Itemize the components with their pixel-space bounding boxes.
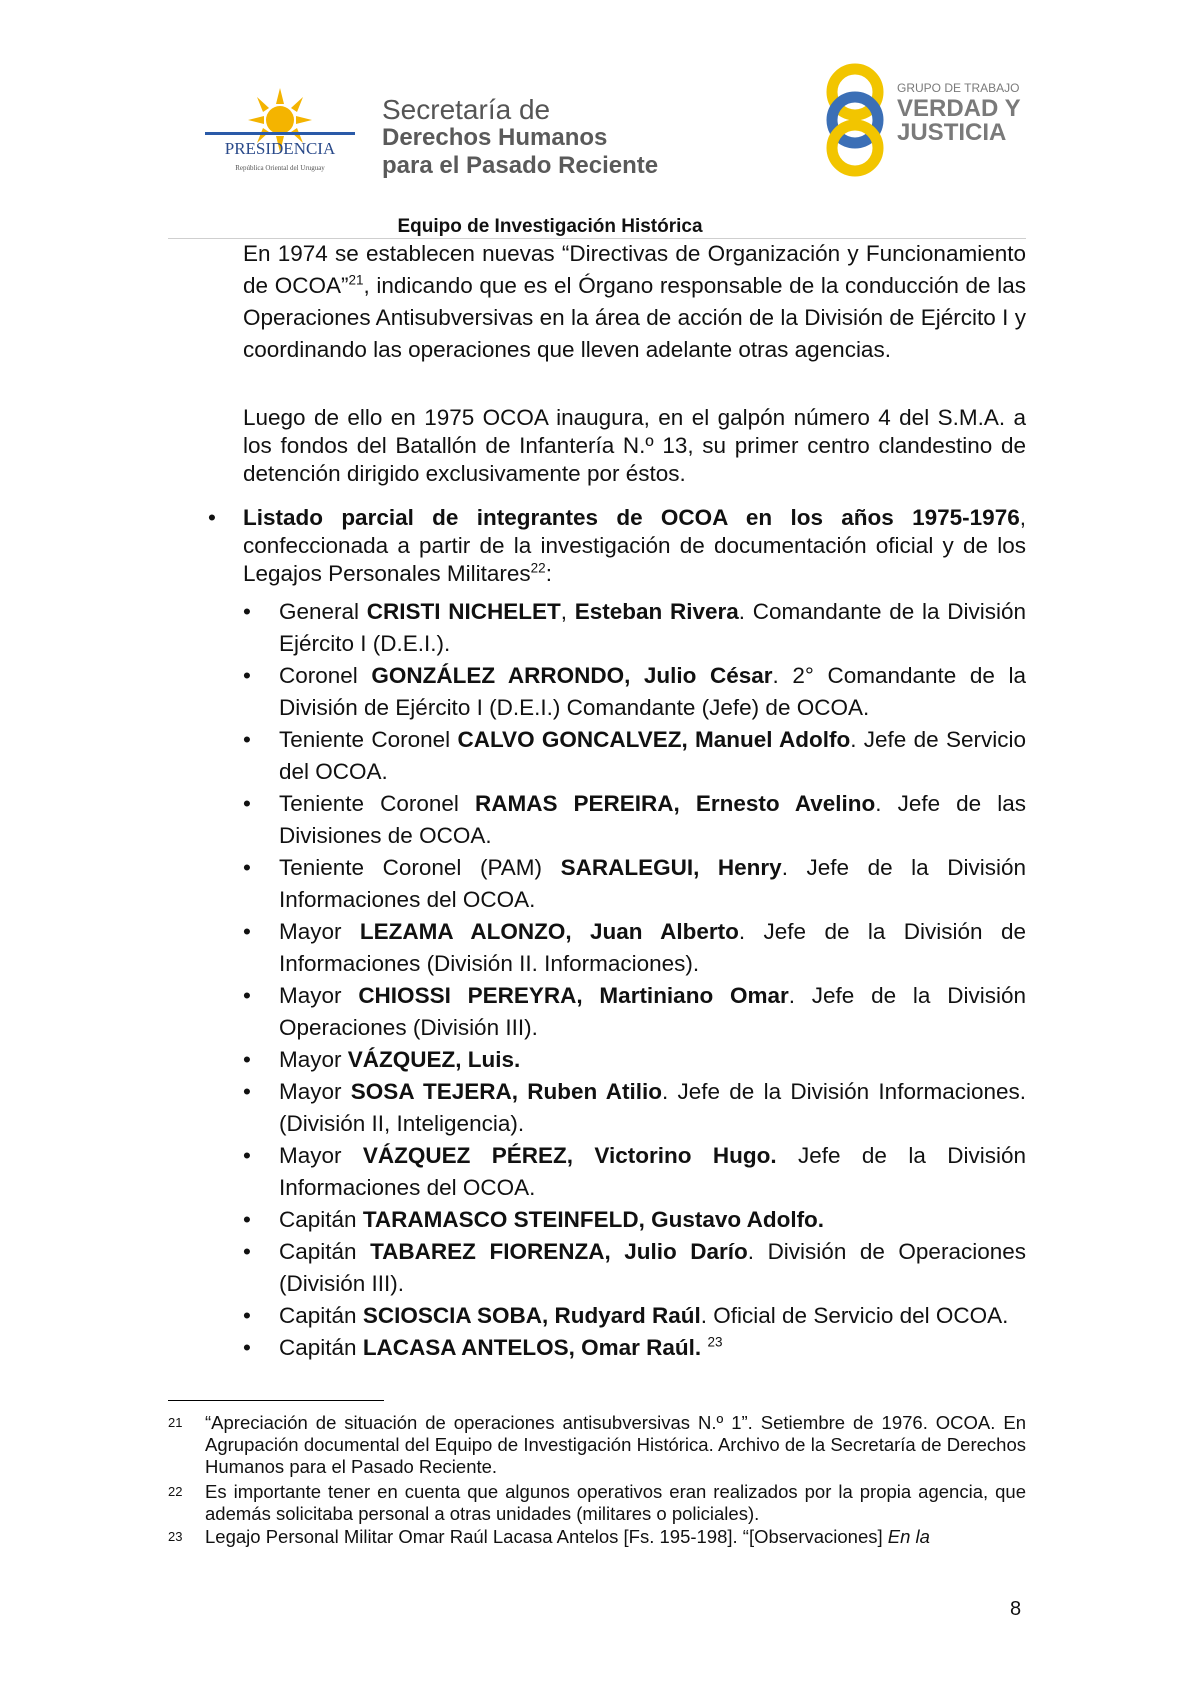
- officer-name: CHIOSSI PEREYRA, Martiniano Omar: [358, 983, 789, 1008]
- secretaria-line2: Derechos Humanos: [382, 124, 608, 151]
- footnote-text: “Apreciación de situación de operaciones antisubversivas N.º 1”. Setiembre de 1976. OCOA. En Agrupación documental del Equipo de Investigación Histórica. Archivo de la Secretaría de Derechos Humanos para el Pasado Reciente.: [205, 1412, 1026, 1477]
- header-subtitle: Equipo de Investigación Histórica: [397, 216, 703, 237]
- list-item: [243, 980, 1026, 1044]
- officer-entry: [279, 1236, 1026, 1300]
- vyj-line2: VERDAD Y: [897, 95, 1021, 122]
- presidencia-logo: [205, 88, 355, 178]
- officer-entry: [279, 1300, 1026, 1332]
- list-intro-bold: Listado parcial de integrantes de OCOA en los años 1975-1976: [243, 505, 1020, 530]
- bullet: •: [243, 599, 251, 624]
- officer-description: . Comandante de la División Ejército I (D.E.I.).: [279, 599, 1026, 656]
- officer-rank: Mayor: [279, 1079, 351, 1104]
- bullet: •: [243, 983, 251, 1008]
- officer-rank: Coronel: [279, 663, 372, 688]
- list-item: [243, 1044, 1026, 1076]
- list-item: [243, 1300, 1026, 1332]
- officer-rank: Teniente Coronel: [279, 727, 458, 752]
- officer-rank: Mayor: [279, 1047, 348, 1072]
- list-item: [243, 596, 1026, 660]
- officer-name: CALVO GONCALVEZ, Manuel Adolfo: [457, 727, 851, 752]
- officer-rank: Capitán: [279, 1239, 371, 1264]
- list-intro-text: , confeccionada a partir de la investigación de documentación oficial y de los Legajos Personales Militares: [243, 505, 1026, 586]
- officer-description: . 2° Comandante de la División de Ejército I (D.E.I.) Comandante (Jefe) de OCOA.: [279, 663, 1026, 720]
- vyj-line1: GRUPO DE TRABAJO: [897, 81, 1020, 95]
- officer-rank: Capitán: [279, 1207, 363, 1232]
- paragraph-text: En 1974 se establecen nuevas “Directivas de Organización y Funcionamiento de OCOA”: [243, 241, 1026, 298]
- list-item: [243, 1332, 1026, 1364]
- list-item: [243, 1204, 1026, 1236]
- officer-rank: Capitán: [279, 1303, 363, 1328]
- officer-name: VÁZQUEZ, Luis.: [347, 1047, 521, 1072]
- officer-entry: [279, 1204, 1026, 1236]
- footnote-23: [168, 1526, 1026, 1548]
- bullet: •: [243, 1335, 251, 1360]
- officer-name: SCIOSCIA SOBA, Rudyard Raúl: [362, 1303, 701, 1328]
- list-intro-item: [208, 504, 1026, 588]
- officer-name: GONZÁLEZ ARRONDO, Julio César: [371, 663, 773, 688]
- officer-name: SOSA TEJERA, Ruben Atilio: [350, 1079, 662, 1104]
- bullet: •: [243, 919, 251, 944]
- bullet: •: [243, 1207, 251, 1232]
- bullet: •: [243, 663, 251, 688]
- presidencia-logo-text: PRESIDENCIA: [224, 139, 336, 158]
- paragraph-galpon: Luego de ello en 1975 OCOA inaugura, en el galpón número 4 del S.M.A. a los fondos del Batallón de Infantería N.º 13, su primer centro clandestino de detención dirigido exclusivamente por éstos.: [243, 405, 1026, 486]
- footnote-number: 22: [168, 1484, 183, 1499]
- vyj-line3: JUSTICIA: [897, 119, 1007, 146]
- officer-entry: [279, 916, 1026, 980]
- officer-description: . Jefe de las Divisiones de OCOA.: [279, 791, 1026, 848]
- page-number: 8: [1010, 1598, 1022, 1620]
- bullet: •: [243, 1143, 251, 1168]
- list-item: [243, 916, 1026, 980]
- list-item: [243, 852, 1026, 916]
- footnote-21: [168, 1412, 1026, 1478]
- bullet: •: [243, 1303, 251, 1328]
- presidencia-logo-subtext: República Oriental del Uruguay: [235, 164, 325, 172]
- officer-entry: [279, 1044, 1026, 1076]
- officer-entry: [279, 1140, 1026, 1204]
- officer-name: LEZAMA ALONZO, Juan Alberto: [359, 919, 739, 944]
- officer-description: . Oficial de Servicio del OCOA.: [700, 1303, 1009, 1328]
- officers-list: [243, 596, 1026, 1364]
- officer-entry: [279, 980, 1026, 1044]
- officer-rank: Teniente Coronel: [279, 791, 475, 816]
- officer-name: RAMAS PEREIRA, Ernesto Avelino: [474, 791, 876, 816]
- footnote-text: Es importante tener en cuenta que algunos operativos eran realizados por la propia agencia, que además solicitaba personal a otras unidades (militares o policiales).: [205, 1481, 1026, 1524]
- bullet: •: [243, 1079, 251, 1104]
- officer-description: . Jefe de Servicio del OCOA.: [279, 727, 1026, 784]
- footnote-ref-23[interactable]: 23: [707, 1334, 723, 1350]
- secretaria-title: [382, 96, 702, 180]
- footnote-separator: [168, 1400, 384, 1401]
- officer-description: . División de Operaciones (División III).: [279, 1239, 1026, 1296]
- officer-description: . Jefe de la División Operaciones (División III).: [279, 983, 1026, 1040]
- officer-entry: [279, 788, 1026, 852]
- list-item: [243, 660, 1026, 724]
- officer-entry: [279, 852, 1026, 916]
- officer-entry: [279, 596, 1026, 660]
- list-item: [243, 1236, 1026, 1300]
- footnote-text: [205, 1526, 1026, 1548]
- officer-rank: Mayor: [279, 983, 359, 1008]
- footnote-22: [168, 1481, 1026, 1525]
- officer-entry: [279, 660, 1026, 724]
- officer-description: . Jefe de la División de Informaciones (División II. Informaciones).: [279, 919, 1027, 976]
- officer-entry: [279, 724, 1026, 788]
- list-intro-end: :: [545, 561, 552, 586]
- officer-name: LACASA ANTELOS, Omar Raúl.: [362, 1335, 702, 1360]
- sun-icon: [205, 88, 355, 178]
- footnote-number: 23: [168, 1529, 183, 1544]
- officer-entry: [279, 1332, 1026, 1364]
- list-item: [243, 1140, 1026, 1204]
- officer-name: CRISTI NICHELET: [366, 599, 561, 624]
- officer-rank: Teniente Coronel (PAM): [279, 855, 561, 880]
- footnote-number: 21: [168, 1415, 183, 1430]
- secretaria-line1: Secretaría de: [382, 94, 551, 125]
- bullet: •: [208, 505, 216, 530]
- officer-rank: Mayor: [279, 1143, 363, 1168]
- officer-entry: [279, 1076, 1026, 1140]
- paragraph-text-rest: , indicando que es el Órgano responsable de la conducción de las Operaciones Antisubversivas en la área de acción de la División de Ejército I y coordinando las operaciones que lleven adelante otras agencias.: [243, 273, 1027, 362]
- bullet: •: [243, 1239, 251, 1264]
- officer-description: Jefe de la División Informaciones del OCOA.: [279, 1143, 1026, 1200]
- secretaria-line3: para el Pasado Reciente: [382, 152, 659, 179]
- officer-name: TARAMASCO STEINFELD, Gustavo Adolfo.: [362, 1207, 825, 1232]
- officer-rank: Capitán: [279, 1335, 363, 1360]
- officer-name-given: Esteban Rivera: [574, 599, 739, 624]
- footnote-text-italic: En la: [887, 1526, 930, 1547]
- officer-name: SARALEGUI, Henry: [560, 855, 782, 880]
- bullet: •: [243, 727, 251, 752]
- footnote-text-main: Legajo Personal Militar Omar Raúl Lacasa Antelos [Fs. 195-198]. “[Observaciones]: [205, 1526, 888, 1547]
- list-item: [243, 724, 1026, 788]
- officer-separator: ,: [560, 599, 575, 624]
- officer-description: . Jefe de la División Informaciones del OCOA.: [279, 855, 1026, 912]
- officer-rank: General: [279, 599, 367, 624]
- verdad-justicia-logo: [823, 58, 1033, 180]
- list-item: [243, 788, 1026, 852]
- bullet: •: [243, 791, 251, 816]
- footnote-ref-22[interactable]: 22: [530, 560, 546, 576]
- officer-name: VÁZQUEZ PÉREZ, Victorino Hugo.: [362, 1143, 777, 1168]
- bullet: •: [243, 1047, 251, 1072]
- paragraph-directivas: [243, 238, 1026, 366]
- officer-name: TABAREZ FIORENZA, Julio Darío: [370, 1239, 748, 1264]
- footnote-ref-21[interactable]: 21: [348, 272, 364, 288]
- list-item: [243, 1076, 1026, 1140]
- bullet: •: [243, 855, 251, 880]
- officer-rank: Mayor: [279, 919, 360, 944]
- officer-description: . Jefe de la División Informaciones. (División II, Inteligencia).: [279, 1079, 1026, 1136]
- interlocked-rings-icon: [823, 58, 1033, 180]
